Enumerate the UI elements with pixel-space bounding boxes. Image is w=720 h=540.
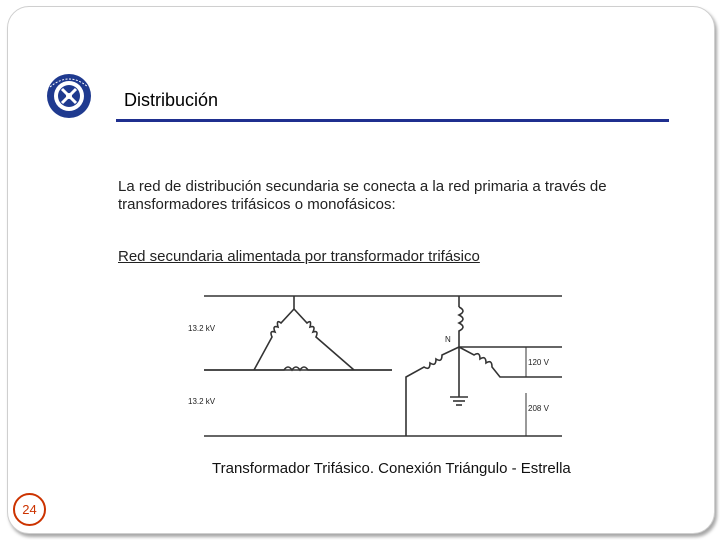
- diagram-subtitle: Red secundaria alimentada por transformador trifásico: [118, 248, 480, 265]
- wye-winding-left: [406, 347, 459, 436]
- wye-winding-top: [459, 307, 463, 347]
- title-rule: [116, 119, 669, 122]
- slide-frame: [7, 6, 715, 534]
- primary-voltage-top-label: 13.2 kV: [188, 324, 216, 333]
- phase-voltage-label: 120 V: [528, 358, 549, 367]
- slide-title: Distribución: [124, 90, 219, 110]
- primary-voltage-bottom-label: 13.2 kV: [188, 397, 216, 406]
- transformer-diagram: [184, 285, 568, 440]
- page-number-badge: 24: [13, 493, 46, 526]
- delta-winding: [254, 309, 354, 370]
- line-voltage-label: 208 V: [528, 404, 549, 413]
- body-text: La red de distribución secundaria se conecta a la red primaria a través de transformadores trifásicos o monofásicos:: [118, 178, 607, 213]
- university-seal-icon: [44, 73, 94, 119]
- neutral-label: N: [445, 335, 451, 344]
- diagram-caption: Transformador Trifásico. Conexión Triángulo - Estrella: [212, 460, 571, 477]
